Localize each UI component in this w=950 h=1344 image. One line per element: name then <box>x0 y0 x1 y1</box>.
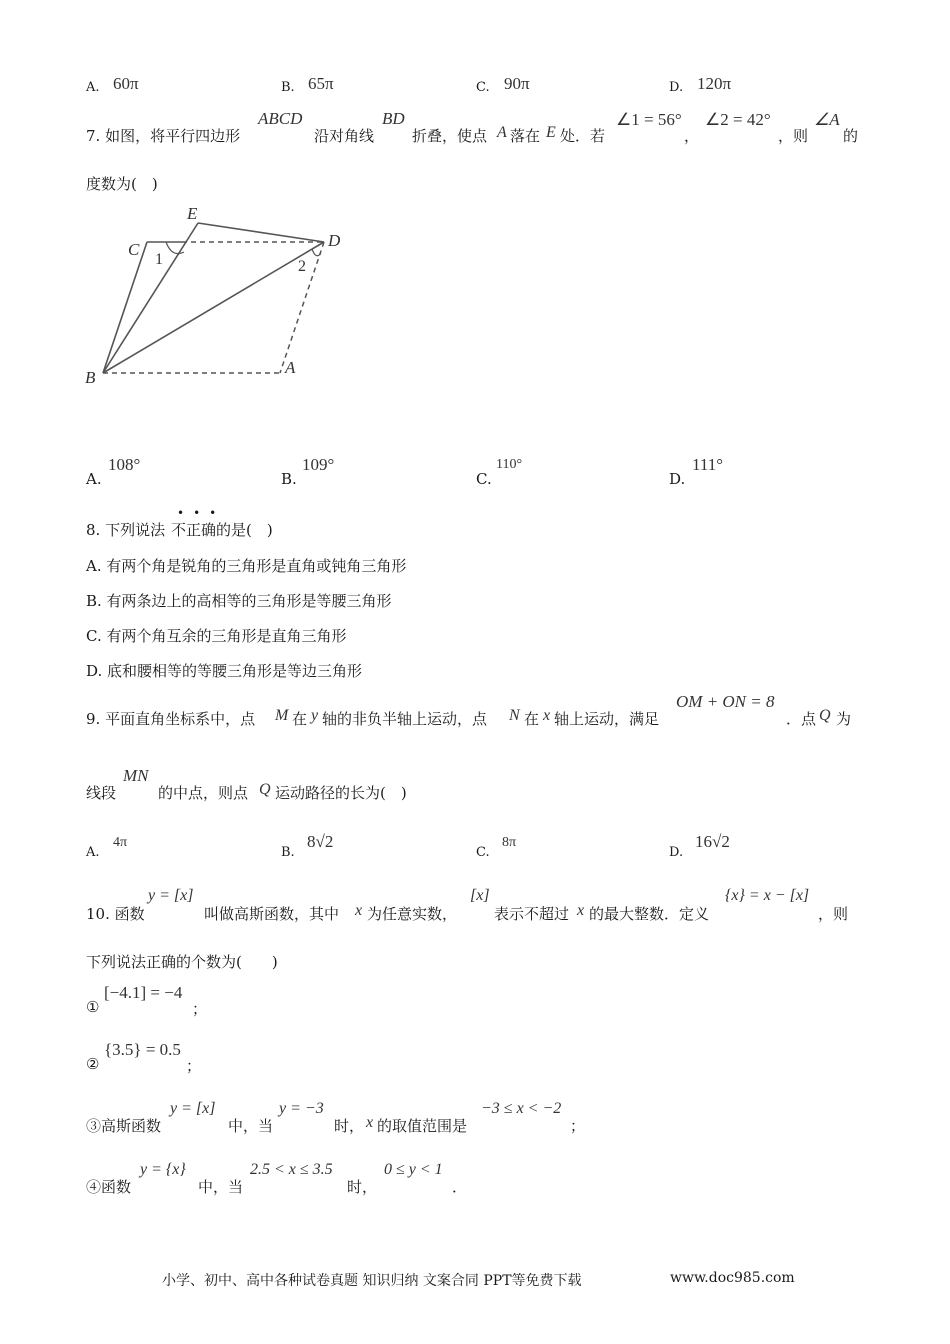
angle-1-arc <box>166 242 184 254</box>
q6-option-a-value: 60π <box>113 74 139 93</box>
q9-text-e: 轴上运动，满足 <box>554 710 660 728</box>
q8-stem-a: 8. 下列说法 <box>86 521 166 539</box>
label-e: E <box>187 204 198 223</box>
q8-choice-d: D. 底和腰相等的等腰三角形是等边三角形 <box>86 662 363 680</box>
q10-text-a: 10. 函数 <box>86 905 145 923</box>
q9-text-b: 在 <box>292 710 308 728</box>
q10-s2-num: ② <box>86 1055 100 1073</box>
q10-s4-a: ④函数 <box>86 1178 132 1196</box>
label-a: A <box>285 358 296 377</box>
q9-text-a: 9. 平面直角坐标系中，点 <box>86 710 256 728</box>
q7-figure <box>80 200 370 390</box>
edge-ed <box>198 223 324 242</box>
q10-line2: 下列说法正确的个数为( ) <box>86 953 278 971</box>
q9-option-c-value: 8π <box>502 835 517 850</box>
q10-s4-m2: 2.5 < x ≤ 3.5 <box>250 1161 333 1178</box>
q10-text-e: 的最大整数．定义 <box>589 905 710 923</box>
label-angle-1: 1 <box>155 251 163 268</box>
q9-option-d-letter: D. <box>669 845 684 860</box>
q7-angle1: ∠1 = 56° <box>616 110 682 129</box>
q7-option-c-value: 110° <box>496 457 523 472</box>
q10-s3-m3: −3 ≤ x < −2 <box>481 1100 562 1117</box>
q9-equation: OM + ON = 8 <box>676 692 775 711</box>
q9-text-f: ．点 <box>786 710 817 728</box>
q7-option-c-letter: C. <box>476 470 492 488</box>
q9-point-q: Q <box>819 707 831 724</box>
q6-option-c-letter: C. <box>476 80 490 95</box>
q7-text-4: 落在 <box>510 127 541 145</box>
q10-s3-d: 的取值范围是 <box>377 1117 468 1135</box>
q9-text-d: 在 <box>524 710 540 728</box>
q10-gauss-func: y = [x] <box>148 887 194 904</box>
q10-s3-x: x <box>366 1114 374 1131</box>
q8-emphasis-dots: ••• <box>177 506 226 520</box>
footer-link[interactable]: www.doc985.com <box>670 1270 795 1286</box>
q7-text-5: 处．若 <box>560 127 606 145</box>
q7-point-a: A <box>497 124 507 141</box>
q10-s3-m2: y = −3 <box>279 1100 324 1117</box>
q6-option-d-value: 120π <box>697 74 732 93</box>
q10-s2-end: ； <box>186 1057 202 1075</box>
q9-option-b-value: 8√2 <box>307 832 334 851</box>
q10-s4-m3: 0 ≤ y < 1 <box>384 1161 443 1178</box>
q7-comma: ， <box>684 127 700 145</box>
q10-s3-end: ； <box>570 1117 586 1135</box>
q7-text-7: 的 <box>843 127 859 145</box>
q8-stem-emphasis: 不正确 <box>171 521 217 539</box>
q10-text-b: 叫做高斯函数，其中 <box>204 905 340 923</box>
q10-s4-m1: y = {x} <box>140 1161 186 1178</box>
q9-line2-c: 运动路径的长为( ) <box>275 784 407 802</box>
label-c: C <box>128 240 140 259</box>
q7-math-abcd: ABCD <box>258 109 303 128</box>
q7-angle-a: ∠A <box>814 110 840 129</box>
label-angle-2: 2 <box>298 258 306 275</box>
q7-option-a-value: 108° <box>108 455 141 474</box>
q9-x: x <box>543 707 551 724</box>
q9-option-d-value: 16√2 <box>695 832 730 851</box>
q6-option-d-letter: D. <box>669 80 684 95</box>
q10-s3-c: 时， <box>334 1117 365 1135</box>
q9-option-a-value: 4π <box>113 835 128 850</box>
q7-angle2: ∠2 = 42° <box>705 110 771 129</box>
q9-y: y <box>311 707 319 724</box>
q10-frac-def: {x} = x − [x] <box>725 887 810 904</box>
label-d: D <box>328 231 341 250</box>
q10-text-f: ，则 <box>818 905 849 923</box>
q9-text-g: 为 <box>836 710 852 728</box>
q9-option-c-letter: C. <box>476 845 490 860</box>
q10-s3-m1: y = [x] <box>170 1100 216 1117</box>
q10-s4-end: ． <box>452 1178 468 1196</box>
q8-choice-c: C. 有两个角互余的三角形是直角三角形 <box>86 627 347 645</box>
q8-choice-b: B. 有两条边上的高相等的三角形是等腰三角形 <box>86 592 392 610</box>
q7-option-b-value: 109° <box>302 455 335 474</box>
q7-option-d-value: 111° <box>692 455 724 474</box>
q7-option-d-letter: D. <box>669 470 686 488</box>
q9-segment-mn: MN <box>123 766 149 785</box>
q10-x1: x <box>355 902 363 919</box>
q10-s1-math: [−4.1] = −4 <box>104 983 183 1002</box>
q7-math-bd: BD <box>382 109 405 128</box>
q7-text-2: 沿对角线 <box>314 127 375 145</box>
q6-option-b-letter: B. <box>281 80 295 95</box>
edge-bc <box>103 242 147 373</box>
q7-point-e: E <box>546 124 556 141</box>
q10-s3-b: 中，当 <box>228 1117 274 1135</box>
q9-option-a-letter: A. <box>86 845 100 860</box>
q10-s1-num: ① <box>86 998 100 1016</box>
diagonal-bd <box>103 242 324 373</box>
q10-s4-b: 中，当 <box>198 1178 244 1196</box>
q7-option-a-letter: A. <box>86 470 102 488</box>
q10-s2-math: {3.5} = 0.5 <box>104 1040 181 1059</box>
q6-option-c-value: 90π <box>504 74 530 93</box>
q7-text-3: 折叠，使点 <box>412 127 488 145</box>
q9-point-q2: Q <box>259 781 271 798</box>
q6-option-a-letter: A. <box>86 80 100 95</box>
q10-text-c: 为任意实数， <box>367 905 458 923</box>
footer-text: 小学、初中、高中各种试卷真题 知识归纳 文案合同 PPT等免费下载 <box>162 1273 582 1289</box>
q10-s1-end: ； <box>192 1000 208 1018</box>
q8-stem-b: 的是( ) <box>216 521 273 539</box>
q7-option-b-letter: B. <box>281 470 297 488</box>
q10-text-d: 表示不超过 <box>494 905 570 923</box>
edge-be <box>103 223 198 373</box>
q9-text-c: 轴的非负半轴上运动，点 <box>322 710 488 728</box>
q9-point-m: M <box>275 707 289 724</box>
q10-s4-c: 时， <box>347 1178 378 1196</box>
q9-point-n: N <box>509 707 520 724</box>
angle-2-arc <box>312 249 321 256</box>
q9-option-b-letter: B. <box>281 845 295 860</box>
q7-line2: 度数为( ) <box>86 175 158 193</box>
q9-line2-b: 的中点，则点 <box>158 784 249 802</box>
q10-x2: x <box>577 902 585 919</box>
q6-option-b-value: 65π <box>308 74 334 93</box>
q7-prefix: 7. 如图，将平行四边形 <box>86 127 241 145</box>
q9-line2-a: 线段 <box>86 784 117 802</box>
q8-choice-a: A. 有两个角是锐角的三角形是直角或钝角三角形 <box>86 557 407 575</box>
q10-s3-a: ③高斯函数 <box>86 1117 162 1135</box>
label-b: B <box>85 368 96 387</box>
q10-bracket-x: [x] <box>470 887 490 904</box>
q7-text-6: ，则 <box>778 127 809 145</box>
